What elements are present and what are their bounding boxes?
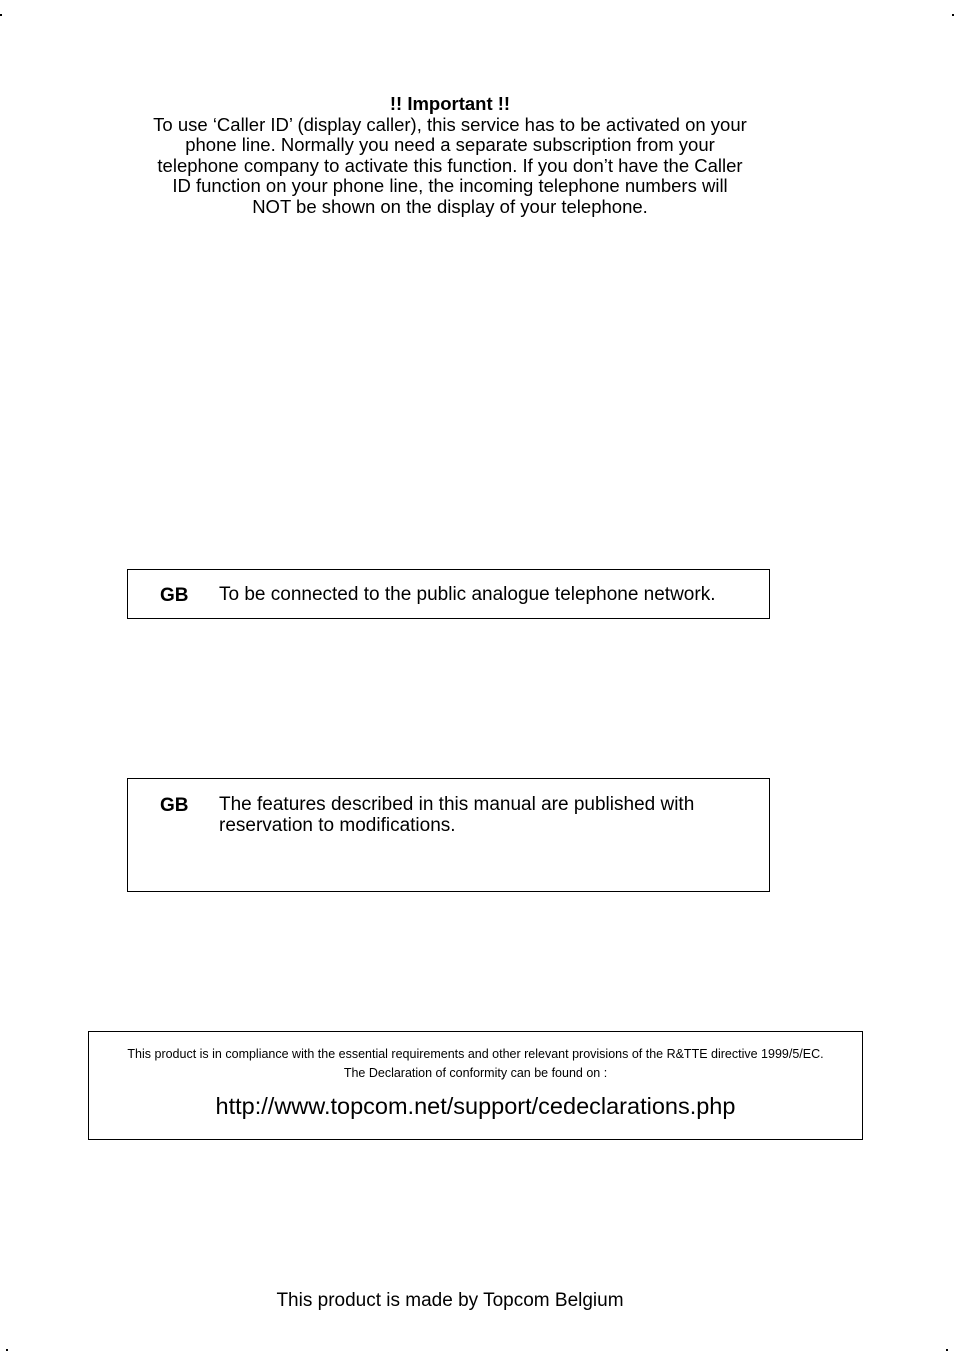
important-line: To use ‘Caller ID’ (display caller), this service has to be activated on your xyxy=(153,113,747,135)
features-notice-text xyxy=(219,795,755,836)
important-line: telephone company to activate this function. If you don’t have the Caller xyxy=(157,154,743,176)
important-line: phone line. Normally you need a separate subscription from your xyxy=(185,134,715,156)
network-notice-box xyxy=(127,569,770,619)
compliance-text xyxy=(89,1045,862,1083)
important-notice xyxy=(110,94,790,218)
features-notice-box xyxy=(127,778,770,892)
important-line: NOT be shown on the display of your telephone. xyxy=(252,195,648,217)
country-code-label: GB xyxy=(160,585,189,606)
important-line: ID function on your phone line, the incoming telephone numbers will xyxy=(172,175,728,197)
features-notice-line: The features described in this manual are published with xyxy=(219,794,695,815)
network-notice-text: To be connected to the public analogue telephone network. xyxy=(219,584,716,605)
compliance-statement: This product is in compliance with the essential requirements and other relevant provisions of the R&TTE directive 1999/5/EC. xyxy=(127,1047,824,1061)
compliance-box xyxy=(88,1031,863,1140)
declaration-location-text: The Declaration of conformity can be found on : xyxy=(343,1066,608,1080)
features-notice-line: reservation to modifications. xyxy=(219,814,456,836)
manufacturer-footer: This product is made by Topcom Belgium xyxy=(276,1290,624,1311)
crop-mark-top-left xyxy=(0,14,2,16)
country-code-label: GB xyxy=(160,795,189,816)
important-title: !! Important !! xyxy=(389,93,511,114)
declaration-url-link[interactable]: http://www.topcom.net/support/cedeclarations.php xyxy=(215,1093,736,1119)
